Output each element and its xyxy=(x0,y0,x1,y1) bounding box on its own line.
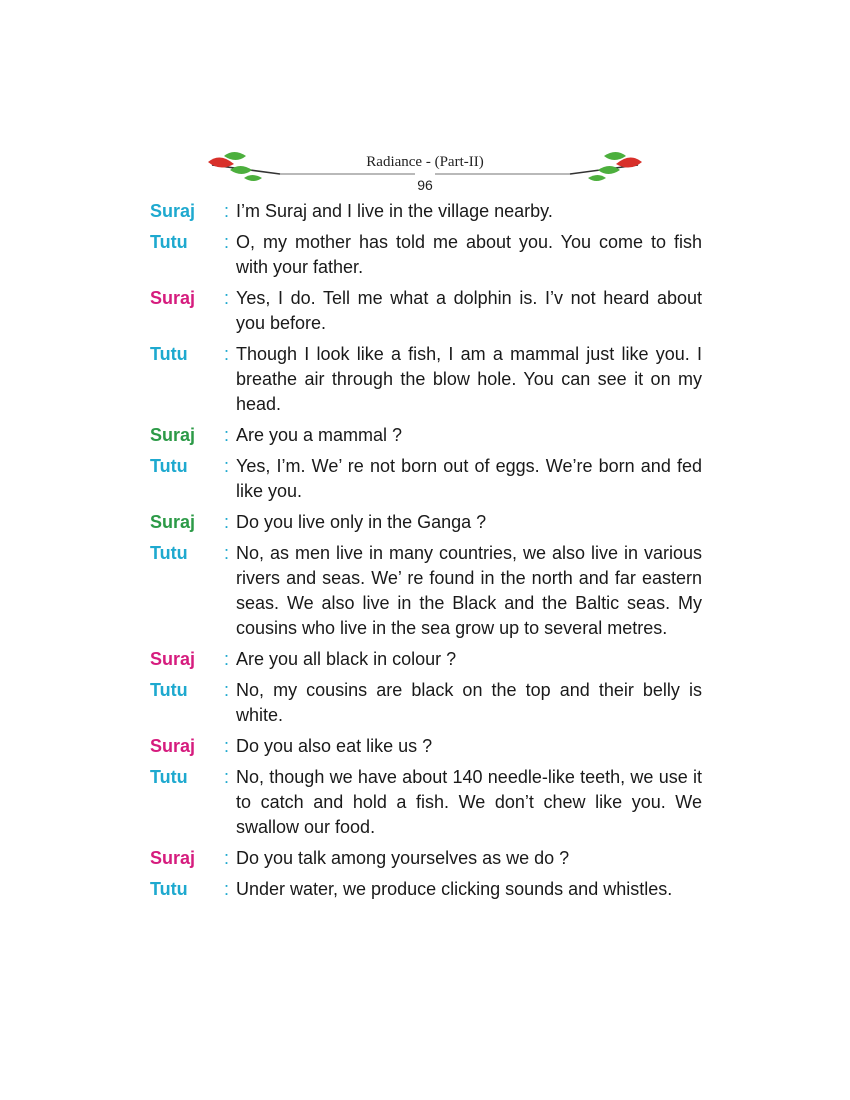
dialogue-line xyxy=(150,877,702,902)
speaker-name: Tutu xyxy=(150,543,188,563)
speaker-separator: : xyxy=(224,201,230,221)
dialogue-line xyxy=(150,454,702,504)
page-header xyxy=(200,148,650,198)
speaker-separator: : xyxy=(224,680,230,700)
speaker-name: Tutu xyxy=(150,680,188,700)
speaker-name: Tutu xyxy=(150,767,188,787)
speaker-separator: : xyxy=(224,767,230,787)
speaker-separator: : xyxy=(224,543,230,563)
speaker-name: Suraj xyxy=(150,736,196,756)
speaker-separator: : xyxy=(224,425,230,445)
dialogue-text: No, my cousins are black on the top and their belly is white. xyxy=(236,680,702,725)
speaker-separator: : xyxy=(224,344,230,364)
speaker-separator: : xyxy=(224,848,230,868)
speaker-name: Suraj xyxy=(150,425,196,445)
dialogue-list xyxy=(150,199,702,908)
dialogue-line xyxy=(150,765,702,840)
speaker-name: Tutu xyxy=(150,456,188,476)
dialogue-line xyxy=(150,342,702,417)
dialogue-line xyxy=(150,846,702,871)
dialogue-line xyxy=(150,678,702,728)
speaker-name: Tutu xyxy=(150,879,188,899)
dialogue-text: Do you also eat like us ? xyxy=(236,736,433,756)
speaker-separator: : xyxy=(224,879,230,899)
speaker-name: Suraj xyxy=(150,848,196,868)
dialogue-line xyxy=(150,541,702,641)
dialogue-text: Do you talk among yourselves as we do ? xyxy=(236,848,570,868)
dialogue-line xyxy=(150,510,702,535)
dialogue-text: Yes, I do. Tell me what a dolphin is. I’v not heard about you before. xyxy=(236,288,702,333)
dialogue-text: Are you a mammal ? xyxy=(236,425,403,445)
speaker-name: Suraj xyxy=(150,288,196,308)
dialogue-text: Under water, we produce clicking sounds and whistles. xyxy=(236,879,673,899)
speaker-separator: : xyxy=(224,232,230,252)
speaker-separator: : xyxy=(224,456,230,476)
dialogue-text: Are you all black in colour ? xyxy=(236,649,457,669)
speaker-separator: : xyxy=(224,288,230,308)
dialogue-text: O, my mother has told me about you. You come to fish with your father. xyxy=(236,232,702,277)
dialogue-text: Though I look like a fish, I am a mammal just like you. I breathe air through the blow hole. You can see it on my head. xyxy=(236,344,702,414)
dialogue-line xyxy=(150,734,702,759)
dialogue-line xyxy=(150,230,702,280)
dialogue-line xyxy=(150,423,702,448)
dialogue-text: I’m Suraj and I live in the village nearby. xyxy=(236,201,553,221)
speaker-separator: : xyxy=(224,512,230,532)
dialogue-line xyxy=(150,286,702,336)
speaker-name: Suraj xyxy=(150,512,196,532)
speaker-separator: : xyxy=(224,649,230,669)
speaker-name: Tutu xyxy=(150,344,188,364)
book-title: Radiance - (Part-II) xyxy=(366,154,484,170)
speaker-name: Suraj xyxy=(150,649,196,669)
dialogue-text: No, as men live in many countries, we also live in various rivers and seas. We’ re found in the north and far eastern seas. We also live in the Black and the Baltic seas. My cousins who live in the sea grow up to several metres. xyxy=(236,543,702,638)
speaker-separator: : xyxy=(224,736,230,756)
dialogue-text: Do you live only in the Ganga ? xyxy=(236,512,487,532)
speaker-name: Tutu xyxy=(150,232,188,252)
dialogue-line xyxy=(150,199,702,224)
page-number: 96 xyxy=(417,177,433,193)
dialogue-line xyxy=(150,647,702,672)
speaker-name: Suraj xyxy=(150,201,196,221)
dialogue-text: No, though we have about 140 needle-like teeth, we use it to catch and hold a fish. We don’t chew like you. We swallow our food. xyxy=(236,767,702,837)
dialogue-text: Yes, I’m. We’ re not born out of eggs. We’re born and fed like you. xyxy=(236,456,702,501)
